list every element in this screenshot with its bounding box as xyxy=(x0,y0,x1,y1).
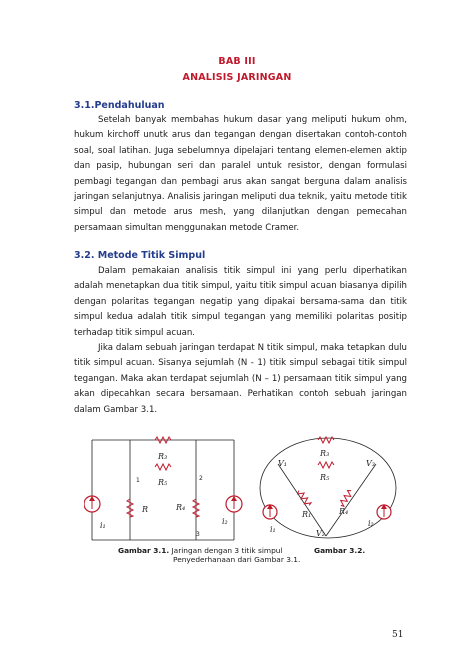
resistor-r4 xyxy=(338,489,353,507)
page-number: 51 xyxy=(392,630,404,640)
current-source-i2 xyxy=(226,496,242,512)
section-heading-2: 3.2. Metode Titik Simpul xyxy=(74,250,206,261)
section-heading-1: 3.1.Pendahuluan xyxy=(74,100,165,111)
label-r4: R₄ xyxy=(339,507,349,516)
resistor-r5 xyxy=(155,464,171,470)
label-r: R xyxy=(142,505,149,514)
caption-text: Jaringan dengan 3 titik simpul xyxy=(169,546,283,555)
current-source-i1 xyxy=(263,504,277,519)
figure-3-1-caption xyxy=(118,546,283,555)
label-i1: i₁ xyxy=(100,521,106,530)
node-3: 3 xyxy=(196,531,200,538)
resistor-r5 xyxy=(318,462,334,468)
chapter-title: ANALISIS JARINGAN xyxy=(182,72,292,83)
label-r5: R₅ xyxy=(320,473,330,482)
label-v1: V₁ xyxy=(278,459,287,468)
caption-label: Gambar 3.2. xyxy=(314,546,366,555)
label-i1: i₁ xyxy=(270,525,276,534)
node-1: 1 xyxy=(136,477,140,484)
node-2: 2 xyxy=(199,475,203,482)
resistor-r1 xyxy=(296,489,311,507)
label-r4: R₄ xyxy=(176,503,186,512)
resistor-r3 xyxy=(318,437,334,443)
chapter-label: BAB III xyxy=(218,56,256,67)
figure-3-2-caption-text: Penyederhanaan dari Gambar 3.1. xyxy=(173,555,301,564)
paragraph: Dalam pemakaian analisis titik simpul ini yang perlu diperhatikan adalah menetapkan dua titik simpul, yaitu titik simpul acuan biasanya dipilih dengan polaritas tegangan negatip yang dipakai bersama-sama dan titik simpul kedua adalah titik simpul tegangan yang memiliki polaritas positip terhadap titik simpul acuan. xyxy=(74,266,407,338)
current-source-i2 xyxy=(377,504,391,519)
section-2-body xyxy=(74,264,407,418)
label-i2: i₂ xyxy=(222,517,228,526)
circuit-figures xyxy=(84,432,406,560)
section-1-body xyxy=(74,113,407,236)
label-r1: R₁ xyxy=(302,510,312,519)
caption-label: Gambar 3.1. xyxy=(118,546,170,555)
label-v3: V₃ xyxy=(366,459,375,468)
paragraph: Setelah banyak membahas hukum dasar yang meliputi hukum ohm, hukum kirchoff unutk arus dan tegangan dengan disertakan contoh-contoh soal, soal latihan. Juga sebelumnya dipelajari tentang elemen-elemen aktip dan pasip, hubungan seri dan paralel untuk resistor, dengan formulasi pembagi tegangan dan pembagi arus akan sangat berguna dalam analisis jaringan selanjutnya. Analisis jaringan meliputi dua teknik, yaitu metode titik simpul dan metode arus mesh, yang dilanjutkan dengan pemecahan persamaan simultan menggunakan metode Cramer. xyxy=(74,115,407,233)
label-r3: R₃ xyxy=(320,449,330,458)
label-i2: i₂ xyxy=(368,519,374,528)
figure-3-2-caption-label xyxy=(314,546,365,555)
label-r5: R₅ xyxy=(158,478,168,487)
label-r3: R₃ xyxy=(158,452,168,461)
label-v2: V₂ xyxy=(316,529,325,538)
current-source-i1 xyxy=(84,496,100,512)
paragraph: Jika dalam sebuah jaringan terdapat N titik simpul, maka tetapkan dulu titik simpul acuan. Sisanya sejumlah (N - 1) titik simpul sebagai titik simpul tegangan. Maka akan terdapat sejumlah (N – 1) persamaan titik simpul yang akan dipecahkan secara bersamaan. Perhatikan contoh sebuah jaringan dalam Gambar 3.1. xyxy=(74,343,407,415)
